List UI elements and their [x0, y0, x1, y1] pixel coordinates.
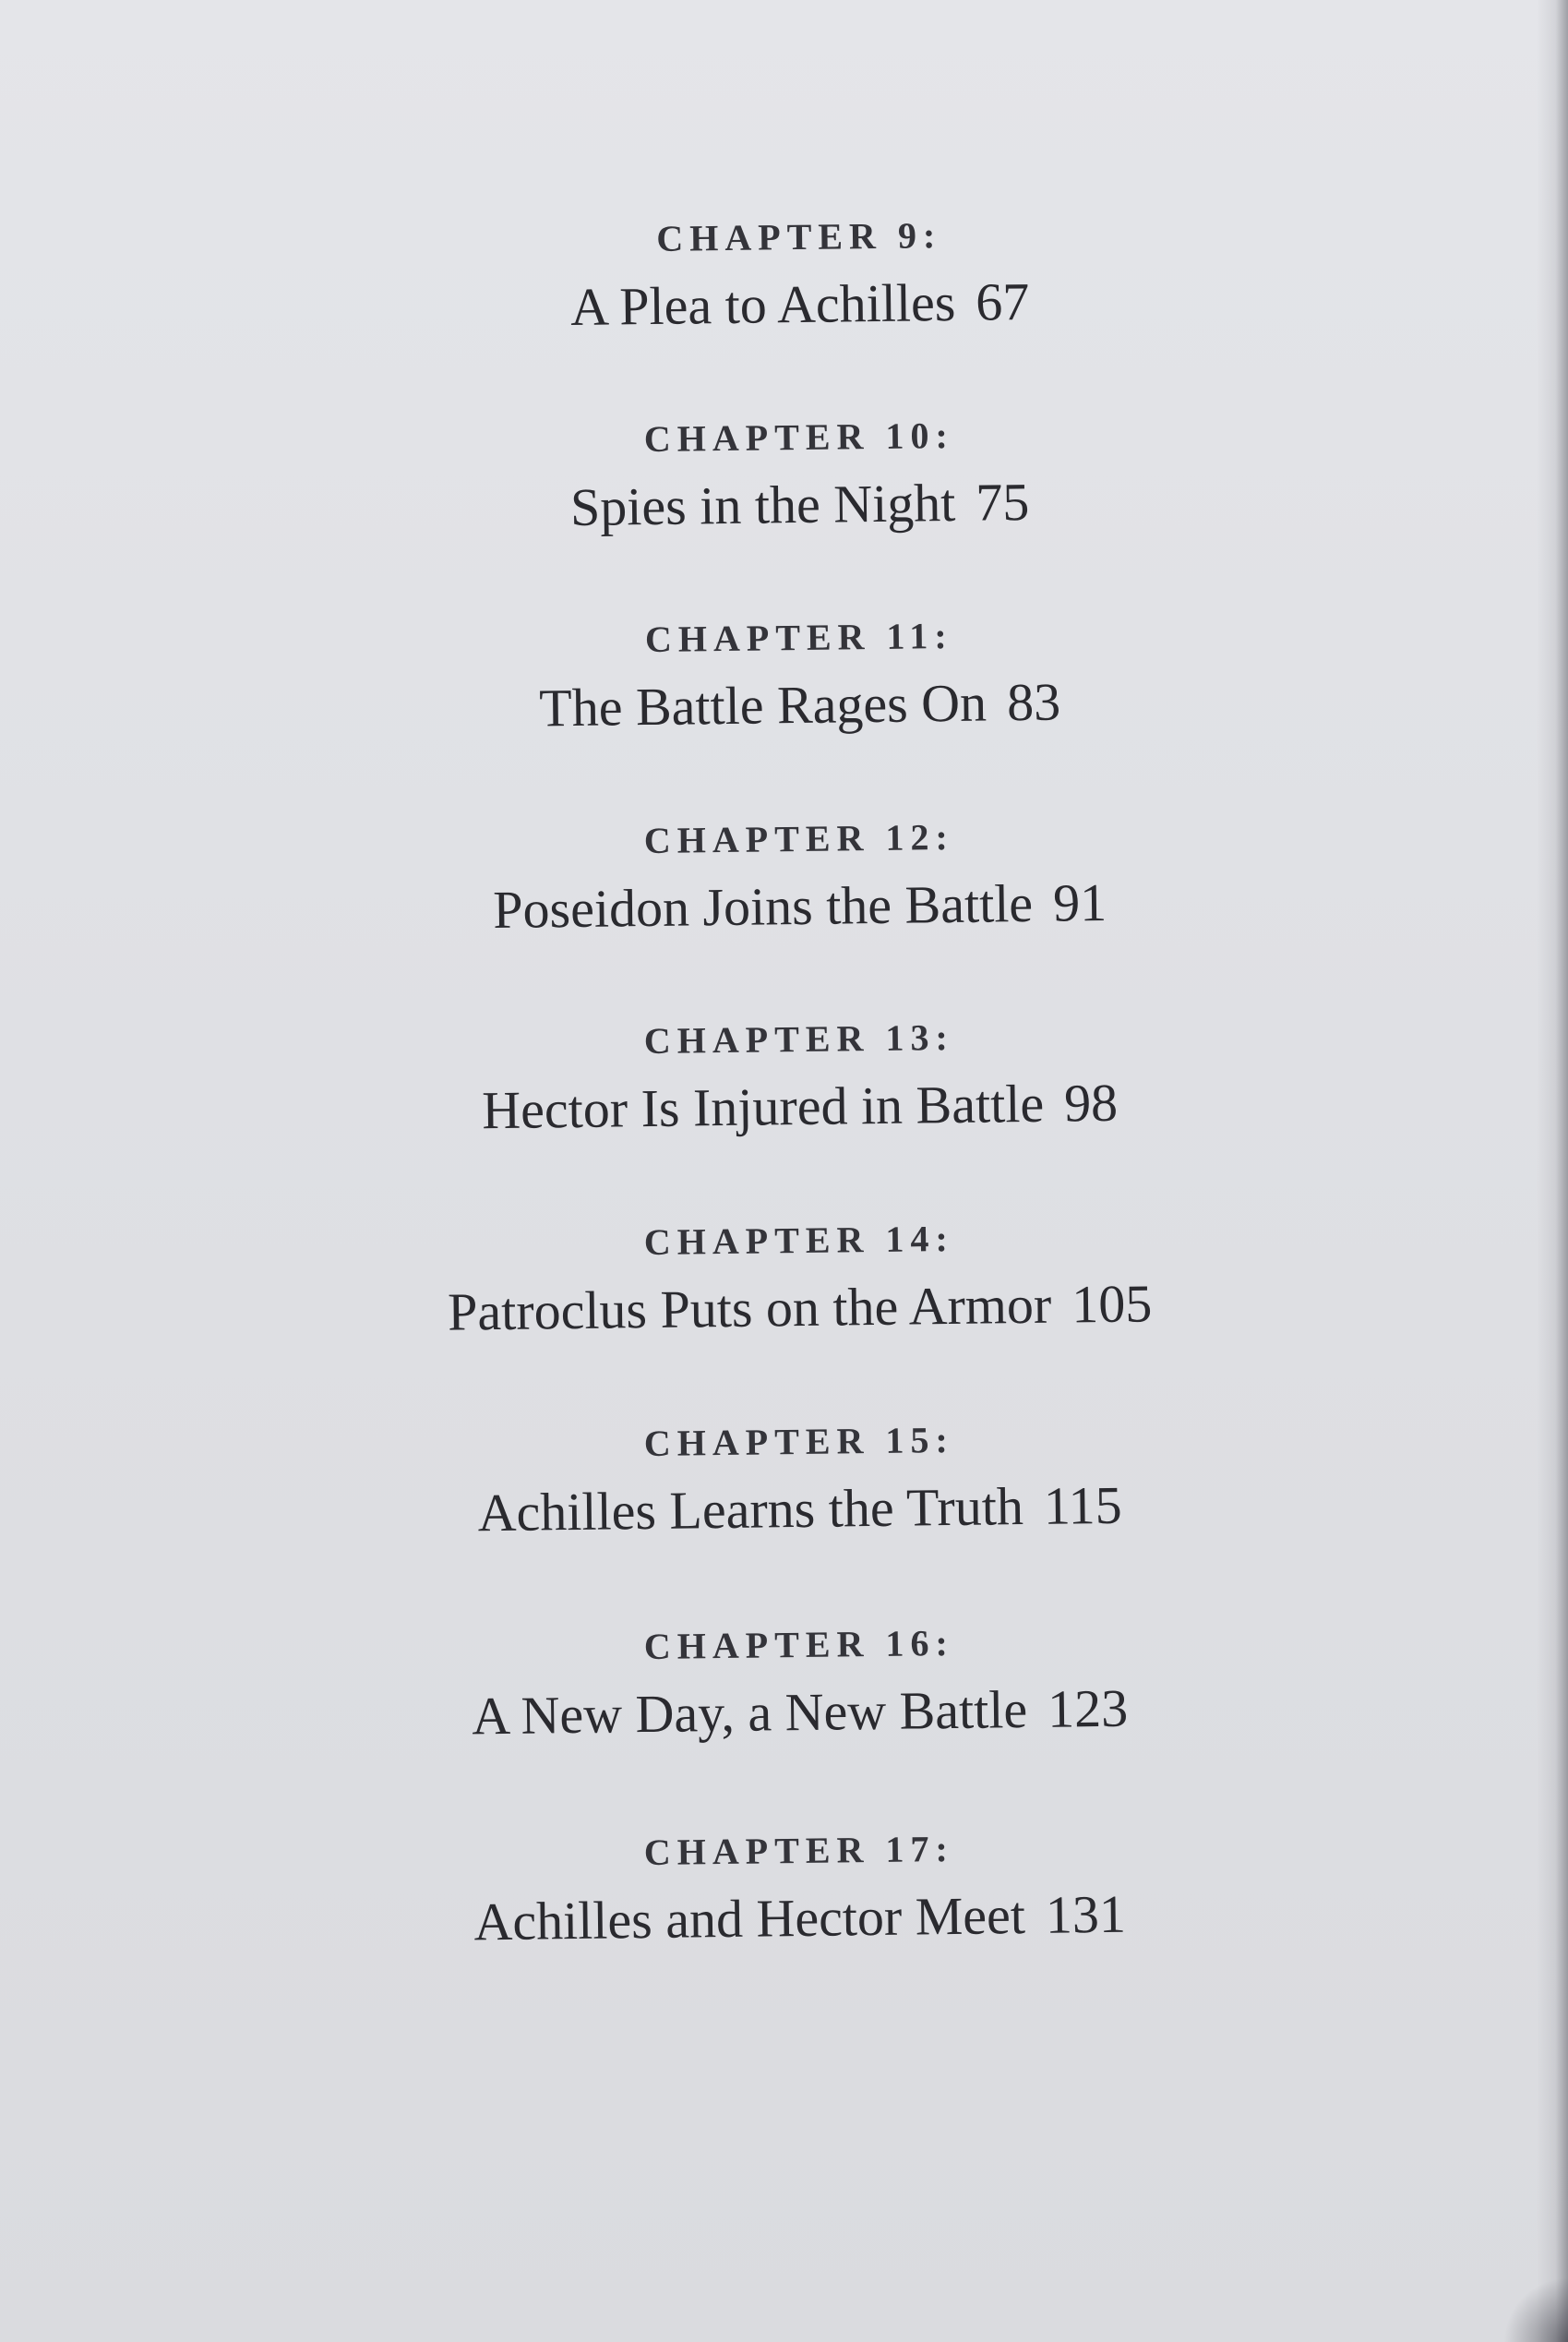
chapter-label: CHAPTER 10:	[643, 414, 954, 461]
chapter-title: A Plea to Achilles	[569, 271, 956, 338]
chapter-title-line	[1, 462, 1568, 548]
chapter-title-line	[1, 1467, 1568, 1553]
page-number: 131	[1045, 1883, 1127, 1945]
page-number: 105	[1071, 1273, 1153, 1335]
chapter-title-line	[1, 1064, 1568, 1150]
chapter-title: Spies in the Night	[569, 472, 956, 538]
chapter-title: Achilles Learns the Truth	[477, 1476, 1024, 1543]
chapter-label: CHAPTER 14:	[643, 1217, 954, 1264]
chapter-title-line	[1, 1670, 1568, 1756]
chapter-title-line	[1, 663, 1568, 749]
page-number: 123	[1047, 1677, 1129, 1739]
page-corner-shadow	[1503, 2277, 1568, 2342]
page-edge-shadow	[1537, 0, 1568, 2342]
chapter-title: Hector Is Injured in Battle	[481, 1073, 1045, 1141]
toc-entry-chapter-14	[0, 1208, 1568, 1385]
toc-entry-chapter-17	[0, 1819, 1568, 1995]
toc-entry-chapter-15	[0, 1410, 1568, 1586]
page-number: 115	[1043, 1474, 1123, 1536]
chapter-title: A New Day, a New Battle	[471, 1678, 1028, 1747]
toc-entry-chapter-16	[0, 1613, 1568, 1789]
chapter-title: Patroclus Puts on the Armor	[447, 1274, 1052, 1342]
chapter-title: The Battle Rages On	[538, 672, 987, 739]
chapter-title: Achilles and Hector Meet	[473, 1885, 1026, 1952]
chapter-label: CHAPTER 15:	[643, 1418, 954, 1465]
chapter-label: CHAPTER 13:	[643, 1015, 954, 1063]
chapter-label: CHAPTER 9:	[656, 214, 942, 259]
page-number: 75	[975, 471, 1030, 533]
chapter-label: CHAPTER 11:	[644, 614, 953, 661]
page-number: 83	[1006, 671, 1061, 733]
chapter-label: CHAPTER 12:	[643, 815, 954, 862]
chapter-title-line	[1, 1266, 1568, 1351]
page-number: 98	[1063, 1072, 1119, 1134]
toc-entry-chapter-13	[0, 1007, 1568, 1183]
toc-entry-chapter-11	[0, 606, 1568, 782]
page-number: 91	[1052, 871, 1107, 933]
chapter-title-line	[1, 864, 1568, 950]
chapter-title-line	[1, 1876, 1568, 1962]
chapter-title-line	[1, 262, 1568, 348]
chapter-label: CHAPTER 16:	[643, 1621, 954, 1668]
toc-entry-chapter-10	[0, 405, 1568, 582]
page-number: 67	[975, 270, 1030, 332]
toc-entry-chapter-12	[0, 807, 1568, 983]
chapter-title: Poseidon Joins the Battle	[492, 872, 1034, 941]
chapter-label: CHAPTER 17:	[643, 1827, 954, 1874]
toc-entry-chapter-9	[0, 205, 1568, 381]
